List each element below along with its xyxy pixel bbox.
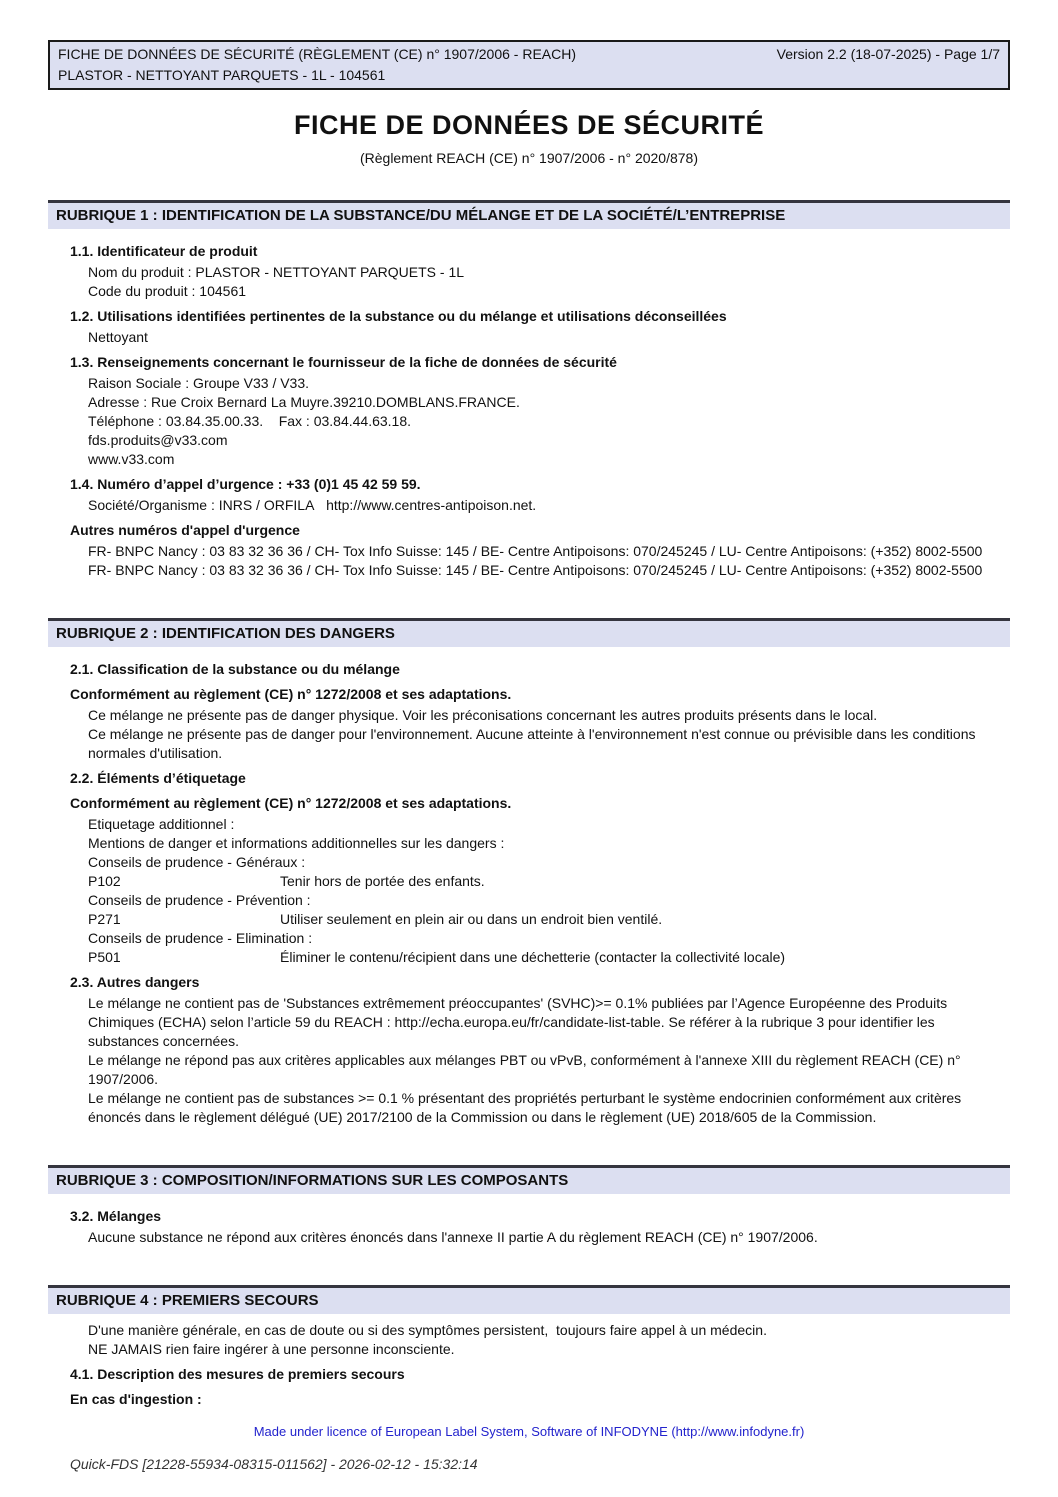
bold-paragraph: En cas d'ingestion :: [70, 1391, 202, 1407]
paragraph: Nettoyant: [88, 329, 148, 345]
section-body: [48, 1314, 1010, 1409]
sections-container: [48, 200, 1010, 1409]
paragraph: Code du produit : 104561: [88, 283, 247, 299]
pcode-text: Utiliser seulement en plein air ou dans un endroit bien ventilé.: [280, 911, 663, 927]
pcode-label: P271: [88, 911, 121, 927]
section-body: [48, 1194, 1010, 1247]
paragraph: Etiquetage additionnel :: [88, 816, 235, 832]
page-title: FICHE DE DONNÉES DE SÉCURITÉ: [293, 110, 765, 140]
paragraph: Le mélange ne répond pas aux critères applicables aux mélanges PBT ou vPvB, conformément à l'annexe XIII du règlement REACH (CE) n° 1907/2006.: [88, 1052, 961, 1087]
pcode-text: Éliminer le contenu/récipient dans une déchetterie (contacter la collectivité locale): [280, 949, 786, 965]
subsection-heading: 2.3. Autres dangers: [70, 974, 200, 990]
pcode-row: [88, 910, 1010, 929]
paragraph: www.v33.com: [88, 451, 175, 467]
paragraph: Aucune substance ne répond aux critères énoncés dans l'annexe II partie A du règlement REACH (CE) n° 1907/2006.: [88, 1229, 818, 1245]
section-header-bar: RUBRIQUE 4 : PREMIERS SECOURS: [48, 1285, 1010, 1314]
pcode-label: P501: [88, 949, 121, 965]
section-header-bar: RUBRIQUE 1 : IDENTIFICATION DE LA SUBSTANCE/DU MÉLANGE ET DE LA SOCIÉTÉ/L’ENTREPRISE: [48, 200, 1010, 229]
subsection-heading: 3.2. Mélanges: [70, 1208, 162, 1224]
paragraph: Conseils de prudence - Prévention :: [88, 892, 311, 908]
subsection-heading: 1.3. Renseignements concernant le fournisseur de la fiche de données de sécurité: [70, 354, 617, 370]
rubrique-1: [48, 200, 1010, 580]
page-subtitle: (Règlement REACH (CE) n° 1907/2006 - n° 2020/878): [359, 150, 699, 166]
paragraph: Société/Organisme : INRS / ORFILA http://www.centres-antipoison.net.: [88, 497, 537, 513]
bold-paragraph: Conformément au règlement (CE) n° 1272/2008 et ses adaptations.: [70, 795, 512, 811]
header-row-2: [58, 65, 1000, 86]
rubrique-4: [48, 1285, 1010, 1409]
paragraph: D'une manière générale, en cas de doute ou si des symptômes persistent, toujours faire appel à un médecin.: [88, 1322, 767, 1338]
pcode-label: P102: [88, 873, 121, 889]
section-header-bar: RUBRIQUE 2 : IDENTIFICATION DES DANGERS: [48, 618, 1010, 647]
quickfds-stamp: Quick-FDS [21228-55934-08315-011562] - 2026-02-12 - 15:32:14: [70, 1456, 478, 1472]
header-product-name: PLASTOR - NETTOYANT PARQUETS - 1L - 104561: [58, 67, 386, 83]
header-regulation-title: FICHE DE DONNÉES DE SÉCURITÉ (RÈGLEMENT (CE) n° 1907/2006 - REACH): [58, 46, 577, 62]
subsection-heading: 1.1. Identificateur de produit: [70, 243, 258, 259]
pcode-text: Tenir hors de portée des enfants.: [280, 873, 485, 889]
paragraph: Téléphone : 03.84.35.00.33. Fax : 03.84.44.63.18.: [88, 413, 412, 429]
section-header-bar: RUBRIQUE 3 : COMPOSITION/INFORMATIONS SUR LES COMPOSANTS: [48, 1165, 1010, 1194]
section-body: [48, 229, 1010, 580]
paragraph: Conseils de prudence - Elimination :: [88, 930, 313, 946]
bold-paragraph: Conformément au règlement (CE) n° 1272/2008 et ses adaptations.: [70, 686, 512, 702]
paragraph: Ce mélange ne présente pas de danger pour l'environnement. Aucune atteinte à l'environnement n'est connue ou prévisible dans les conditions normales d'utilisation.: [88, 726, 976, 761]
licence-link[interactable]: Made under licence of European Label System, Software of INFODYNE (http://www.infodyne.fr): [253, 1424, 805, 1439]
paragraph: Conseils de prudence - Généraux :: [88, 854, 306, 870]
subsection-heading: 1.4. Numéro d’appel d’urgence : +33 (0)1 45 42 59 59.: [70, 476, 421, 492]
section-body: [48, 647, 1010, 1127]
paragraph: Nom du produit : PLASTOR - NETTOYANT PARQUETS - 1L: [88, 264, 465, 280]
bold-paragraph: Autres numéros d'appel d'urgence: [70, 522, 300, 538]
paragraph: FR- BNPC Nancy : 03 83 32 36 36 / CH- Tox Info Suisse: 145 / BE- Centre Antipoisons: 070/245245 / LU- Centre Antipoisons: (+352) 8002-5500: [88, 543, 983, 559]
subsection-heading: 2.2. Éléments d’étiquetage: [70, 770, 246, 786]
paragraph: Raison Sociale : Groupe V33 / V33.: [88, 375, 310, 391]
pcode-row: [88, 948, 1010, 967]
rubrique-2: [48, 618, 1010, 1127]
paragraph: Adresse : Rue Croix Bernard La Muyre.39210.DOMBLANS.FRANCE.: [88, 394, 520, 410]
subsection-heading: 1.2. Utilisations identifiées pertinentes de la substance ou du mélange et utilisations déconseillées: [70, 308, 727, 324]
rubrique-3: [48, 1165, 1010, 1247]
document-header: [48, 40, 1010, 90]
paragraph: fds.produits@v33.com: [88, 432, 228, 448]
paragraph: NE JAMAIS rien faire ingérer à une personne inconsciente.: [88, 1341, 455, 1357]
paragraph: Ce mélange ne présente pas de danger physique. Voir les préconisations concernant les autres produits présents dans le local.: [88, 707, 878, 723]
header-row-1: [58, 44, 1000, 65]
paragraph: Mentions de danger et informations additionnelles sur les dangers :: [88, 835, 505, 851]
paragraph: Le mélange ne contient pas de 'Substances extrêmement préoccupantes' (SVHC)>= 0.1% publiées par l’Agence Européenne des Produits Chimiques (ECHA) selon l’article 59 du REACH : http://echa.europa.eu/fr/candidate-list-table. Se référer à la rubrique 3 pour identifier les substances concernées.: [88, 995, 948, 1049]
pcode-row: [88, 872, 1010, 891]
paragraph: Le mélange ne contient pas de substances >= 0.1 % présentant des propriétés perturbant le système endocrinien conformément aux critères énoncés dans le règlement délégué (UE) 2017/2100 de la Commission ou dans le règlement (UE) 2018/605 de la Commission.: [88, 1090, 962, 1125]
subsection-heading: 2.1. Classification de la substance ou du mélange: [70, 661, 400, 677]
paragraph: FR- BNPC Nancy : 03 83 32 36 36 / CH- Tox Info Suisse: 145 / BE- Centre Antipoisons: 070/245245 / LU- Centre Antipoisons: (+352) 8002-5500: [88, 562, 983, 578]
header-version-page: Version 2.2 (18-07-2025) - Page 1/7: [776, 46, 1000, 62]
subsection-heading: 4.1. Description des mesures de premiers secours: [70, 1366, 405, 1382]
